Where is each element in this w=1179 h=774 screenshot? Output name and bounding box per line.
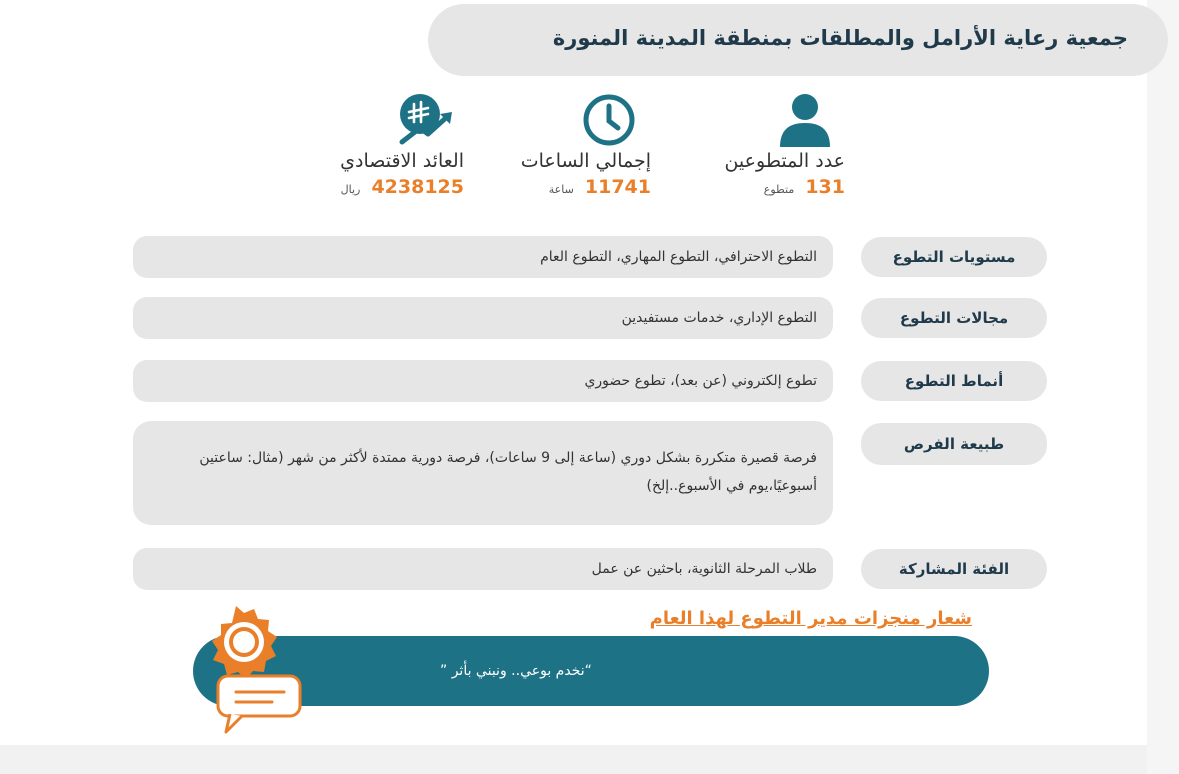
row-fields-text: التطوع الإداري، خدمات مستفيدين (621, 310, 817, 326)
row-levels-label: مستويات التطوع (861, 237, 1047, 277)
row-nature-label: طبيعة الفرص (861, 423, 1047, 465)
row-levels-text: التطوع الاحترافي، التطوع المهاري، التطوع العام (540, 249, 817, 265)
stat-hours-value: 11741 (584, 176, 651, 198)
user-icon (778, 93, 832, 147)
title-banner (428, 4, 1168, 76)
page-title: جمعية رعاية الأرامل والمطلقات بمنطقة المدينة المنورة (552, 26, 1128, 50)
row-modes-label: أنماط التطوع (861, 361, 1047, 401)
row-nature-text: فرصة قصيرة متكررة بشكل دوري (ساعة إلى 9 ساعات)، فرصة دورية ممتدة لأكثر من شهر (مثال: ساعتين أسبوعيًا،يوم في الأسبوع..إلخ) (199, 450, 817, 494)
row-fields-label: مجالات التطوع (861, 298, 1047, 338)
slogan-text: “نخدم بوعي.. ونبني بأثر ” (440, 663, 592, 679)
currency-growth-icon (398, 92, 456, 148)
stat-hours (521, 150, 651, 198)
stat-return-value: 4238125 (371, 176, 464, 198)
row-participants-label: الفئة المشاركة (861, 549, 1047, 589)
stat-volunteers (724, 150, 845, 198)
stat-hours-unit: ساعة (548, 183, 574, 196)
award-badge-icon (196, 604, 306, 736)
stat-return-label: العائد الاقتصادي (340, 150, 464, 172)
clock-icon (582, 93, 636, 147)
stat-hours-label: إجمالي الساعات (520, 150, 651, 172)
bottom-shade (0, 745, 1147, 774)
slogan-title: شعار منجزات مدير التطوع لهذا العام (649, 608, 972, 629)
row-participants-text: طلاب المرحلة الثانوية، باحثين عن عمل (591, 561, 817, 577)
stat-volunteers-value: 131 (805, 176, 845, 198)
stat-return (340, 150, 464, 198)
stat-volunteers-label: عدد المتطوعين (724, 150, 845, 172)
stat-return-unit: ريال (340, 183, 361, 196)
row-modes-text: تطوع إلكتروني (عن بعد)، تطوع حضوري (584, 373, 817, 389)
stat-volunteers-unit: متطوع (763, 183, 795, 196)
